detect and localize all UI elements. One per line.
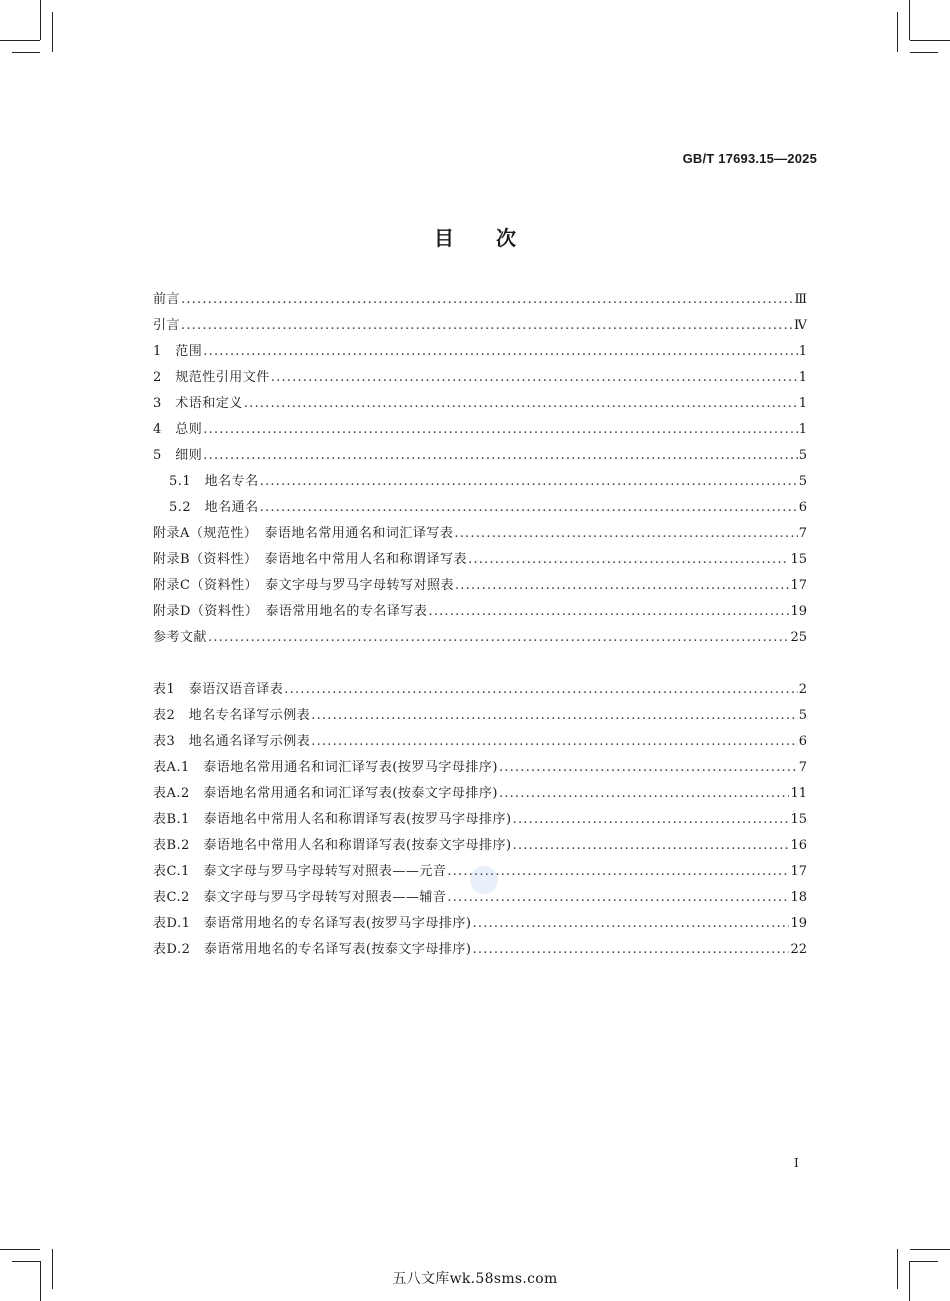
table-entry[interactable]: 表3 地名通名译写示例表 ..... 6: [153, 729, 807, 755]
crop-mark: [40, 0, 41, 40]
table-entry[interactable]: 表C.2 泰文字母与罗马字母转写对照表——辅音 ..... 18: [153, 885, 807, 911]
crop-mark: [12, 1261, 40, 1262]
crop-mark: [910, 40, 950, 41]
toc-entry-terms[interactable]: 3 术语和定义 ..... 1: [153, 391, 807, 417]
toc-entry-annex-c[interactable]: 附录C（资料性） 泰文字母与罗马字母转写对照表 ..... 17: [153, 573, 807, 599]
list-of-tables: [153, 677, 807, 963]
toc-entry-scope[interactable]: 1 范围 ..... 1: [153, 339, 807, 365]
table-entry[interactable]: 表D.2 泰语常用地名的专名译写表(按泰文字母排序) ..... 22: [153, 937, 807, 963]
toc-entry-annex-a[interactable]: 附录A（规范性） 泰语地名常用通名和词汇译写表 ..... 7: [153, 521, 807, 547]
toc-entry-normative-references[interactable]: 2 规范性引用文件 ..... 1: [153, 365, 807, 391]
toc-entry-introduction[interactable]: 引言 ..... Ⅳ: [153, 313, 807, 339]
table-entry[interactable]: 表D.1 泰语常用地名的专名译写表(按罗马字母排序) ..... 19: [153, 911, 807, 937]
page-number: I: [794, 1156, 799, 1170]
table-entry[interactable]: 表2 地名专名译写示例表 ..... 5: [153, 703, 807, 729]
toc-entry-rules[interactable]: 5 细则 ..... 5: [153, 443, 807, 469]
watermark-text: 五八文库wk.58sms.com: [392, 1271, 558, 1287]
table-of-contents: [153, 287, 807, 651]
crop-mark: [0, 1249, 40, 1250]
table-entry[interactable]: 表1 泰语汉语音译表 ..... 2: [153, 677, 807, 703]
crop-mark: [12, 52, 40, 53]
table-entry[interactable]: 表A.1 泰语地名常用通名和词汇译写表(按罗马字母排序) ..... 7: [153, 755, 807, 781]
crop-mark: [0, 40, 40, 41]
crop-mark: [910, 52, 938, 53]
table-entry[interactable]: 表B.1 泰语地名中常用人名和称谓译写表(按罗马字母排序) ..... 15: [153, 807, 807, 833]
table-entry[interactable]: 表A.2 泰语地名常用通名和词汇译写表(按泰文字母排序) ..... 11: [153, 781, 807, 807]
crop-mark: [909, 0, 910, 40]
crop-mark: [910, 1261, 938, 1262]
table-entry[interactable]: 表B.2 泰语地名中常用人名和称谓译写表(按泰文字母排序) ..... 16: [153, 833, 807, 859]
toc-entry-bibliography[interactable]: 参考文献 ..... 25: [153, 625, 807, 651]
crop-mark: [897, 12, 898, 52]
toc-entry-annex-b[interactable]: 附录B（资料性） 泰语地名中常用人名和称谓译写表 ..... 15: [153, 547, 807, 573]
toc-entry-general[interactable]: 4 总则 ..... 1: [153, 417, 807, 443]
crop-mark: [910, 1249, 950, 1250]
toc-entry-annex-d[interactable]: 附录D（资料性） 泰语常用地名的专名译写表 ..... 19: [153, 599, 807, 625]
page-title: 目次: [434, 226, 558, 250]
crop-mark: [52, 12, 53, 52]
toc-entry-foreword[interactable]: 前言 ..... Ⅲ: [153, 287, 807, 313]
toc-entry-5-1[interactable]: 5.1 地名专名 ..... 5: [153, 469, 807, 495]
toc-entry-5-2[interactable]: 5.2 地名通名 ..... 6: [153, 495, 807, 521]
table-entry[interactable]: 表C.1 泰文字母与罗马字母转写对照表——元音 ..... 17: [153, 859, 807, 885]
standard-number: GB/T 17693.15—2025: [682, 151, 817, 166]
watermark-mark: [470, 866, 498, 894]
